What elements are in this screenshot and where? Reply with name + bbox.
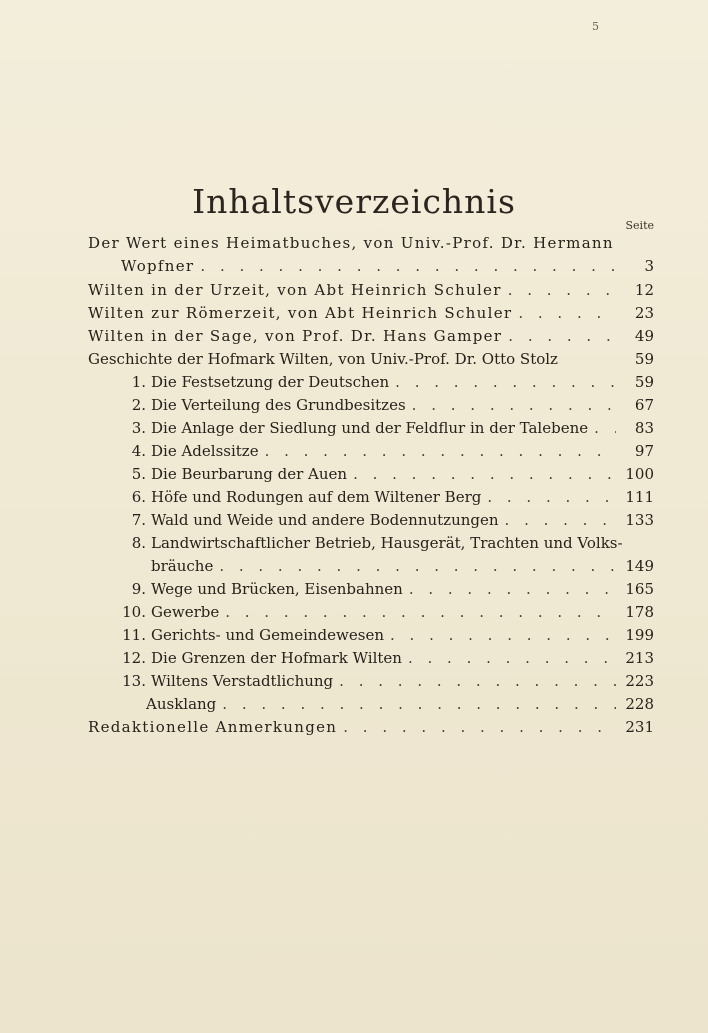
toc-entry-number: 5. <box>131 465 146 483</box>
toc-entry-ausklang <box>146 693 654 716</box>
toc-entry-title: Wilten zur Römerzeit, von Abt Heinrich Schuler <box>88 304 513 322</box>
toc-entry-page: 67 <box>634 396 654 414</box>
toc-entry-title: Die Anlage der Siedlung und der Feldflur in der Talebene <box>151 419 589 437</box>
dot-leader <box>487 486 616 509</box>
toc-subentry-4 <box>118 440 654 463</box>
toc-entry-number: 8. <box>131 534 146 552</box>
toc-entry-title: Wege und Brücken, Eisenbahnen <box>151 580 403 598</box>
toc-entry-title: Wilten in der Urzeit, von Abt Heinrich Schuler <box>88 281 502 299</box>
toc-entry-title: Wilten in der Sage, von Prof. Dr. Hans Gamper <box>88 327 503 345</box>
toc-entry-page: 228 <box>625 695 654 713</box>
toc-entry-title: Höfe und Rodungen auf dem Wiltener Berg <box>151 488 482 506</box>
dot-leader <box>508 279 616 302</box>
toc-entry-roemerzeit <box>88 302 654 325</box>
toc-entry-urzeit <box>88 279 654 302</box>
toc-entry-sage <box>88 325 654 348</box>
toc-entry-page: 223 <box>625 672 654 690</box>
dot-leader <box>518 302 616 325</box>
toc-entry-page: 59 <box>634 373 654 391</box>
toc-entry-page: 165 <box>625 580 654 598</box>
toc-entry-number: 6. <box>131 488 146 506</box>
toc-entry-continuation: Wopfner <box>121 257 195 275</box>
dot-leader <box>343 716 616 739</box>
dot-leader <box>219 555 616 578</box>
toc-entry-page: 23 <box>634 304 654 322</box>
toc-entry-page: 12 <box>634 281 654 299</box>
toc-subentry-3 <box>118 417 654 440</box>
dot-leader <box>505 509 616 532</box>
dot-leader <box>508 325 616 348</box>
toc-entry-geschichte <box>88 348 654 371</box>
page-title: Inhaltsverzeichnis <box>192 182 516 221</box>
toc-entry-anmerkungen <box>88 716 654 739</box>
toc-subentry-13 <box>118 670 654 693</box>
toc-subentry-10 <box>118 601 654 624</box>
toc-entry-number: 12. <box>122 649 146 667</box>
toc-entry-title: Redaktionelle Anmerkungen <box>88 718 338 736</box>
toc-entry-page: 213 <box>625 649 654 667</box>
dot-leader <box>409 578 616 601</box>
toc-entry-title: Die Grenzen der Hofmark Wilten <box>151 649 402 667</box>
dot-leader <box>594 417 616 440</box>
toc-entry-number: 11. <box>122 626 146 644</box>
dot-leader <box>353 463 616 486</box>
table-of-contents <box>0 232 708 736</box>
toc-subentry-7 <box>118 509 654 532</box>
toc-entry-title: Ausklang <box>146 695 217 713</box>
dot-leader <box>225 601 616 624</box>
toc-entry-title: Wiltens Verstadtlichung <box>151 672 334 690</box>
toc-entry-page: 178 <box>625 603 654 621</box>
toc-entry-number: 13. <box>122 672 146 690</box>
toc-subentry-11 <box>118 624 654 647</box>
dot-leader <box>412 394 616 417</box>
dot-leader <box>222 693 616 716</box>
toc-entry-number: 10. <box>122 603 146 621</box>
toc-subentry-6 <box>118 486 654 509</box>
toc-entry-number: 7. <box>131 511 146 529</box>
toc-entry-page: 111 <box>625 488 654 506</box>
toc-subentry-2 <box>118 394 654 417</box>
toc-entry-page: 149 <box>625 557 654 575</box>
toc-entry-page: 83 <box>634 419 654 437</box>
toc-entry-number: 1. <box>131 373 146 391</box>
toc-subentry-12 <box>118 647 654 670</box>
dot-leader <box>339 670 616 693</box>
dot-leader <box>390 624 616 647</box>
dot-leader <box>265 440 616 463</box>
toc-entry-number: 4. <box>131 442 146 460</box>
toc-entry-page: 59 <box>634 350 654 368</box>
toc-entry-title: Die Festsetzung der Deutschen <box>151 373 390 391</box>
dot-leader <box>408 647 616 670</box>
page-column-label: Seite <box>625 219 654 232</box>
toc-entry-title: Wald und Weide und andere Bodennutzungen <box>151 511 499 529</box>
toc-entry-page: 100 <box>625 465 654 483</box>
toc-subentry-8 <box>118 532 654 578</box>
corner-mark: 5 <box>592 20 599 33</box>
toc-entry-title: Gerichts- und Gemeindewesen <box>151 626 384 644</box>
toc-subentry-1 <box>118 371 654 394</box>
toc-entry-page: 133 <box>625 511 654 529</box>
dot-leader <box>200 255 616 278</box>
toc-entry-number: 2. <box>131 396 146 414</box>
dot-leader <box>395 371 616 394</box>
toc-entry-title: Landwirtschaftlicher Betrieb, Hausgerät, Trachten und Volks- <box>151 534 623 552</box>
toc-entry-number: 3. <box>131 419 146 437</box>
toc-entry-title: Die Adelssitze <box>151 442 259 460</box>
toc-subentry-9 <box>118 578 654 601</box>
toc-entry-continuation: bräuche <box>151 557 214 575</box>
toc-entry-title: Gewerbe <box>151 603 220 621</box>
toc-entry-title: Der Wert eines Heimatbuches, von Univ.-Prof. Dr. Hermann <box>88 234 614 252</box>
toc-entry-title: Geschichte der Hofmark Wilten, von Univ.-Prof. Dr. Otto Stolz <box>88 350 558 368</box>
toc-entry-title: Die Beurbarung der Auen <box>151 465 348 483</box>
toc-subentry-5 <box>118 463 654 486</box>
toc-entry-page: 3 <box>644 257 654 275</box>
toc-entry-title: Die Verteilung des Grundbesitzes <box>151 396 406 414</box>
toc-entry-number: 9. <box>131 580 146 598</box>
toc-entry-page: 231 <box>625 718 654 736</box>
toc-entry-page: 49 <box>634 327 654 345</box>
toc-entry-wert <box>88 232 654 278</box>
toc-entry-page: 97 <box>634 442 654 460</box>
toc-entry-page: 199 <box>625 626 654 644</box>
